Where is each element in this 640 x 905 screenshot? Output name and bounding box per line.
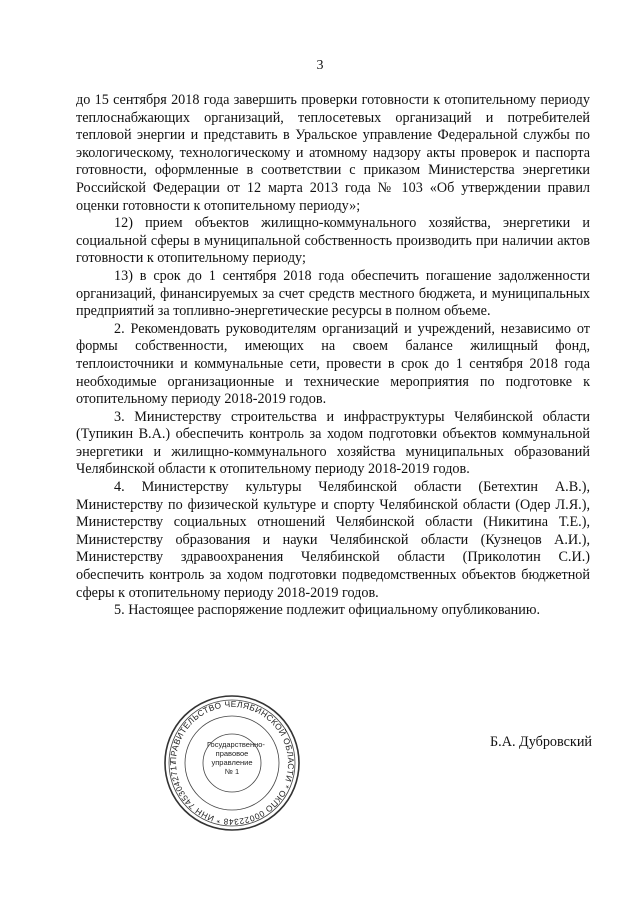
paragraph-item-13: 13) в срок до 1 сентября 2018 года обеспечить погашение задолженности организаций, финансируемых за счет средств местного бюджета, и муниципальных предприятий за топливно-энергетические ресурсы в полном объеме. xyxy=(76,267,590,320)
seal-ring-text: ПРАВИТЕЛЬСТВО ЧЕЛЯБИНСКОЙ ОБЛАСТИ * ОКПО 00022348 * ИНН 7453042717 xyxy=(167,698,297,828)
paragraph-point-4: 4. Министерству культуры Челябинской области (Бетехтин А.В.), Министерству по физической культуре и спорту Челябинской области (Одер Л.Я.), Министерству социальных отношений Челябинской области (Никитина Т.Е.), Министерству образования и науки Челябинской области (Кузнецов А.И.), Министерству здравоохранения Челябинской области (Приколотин С.И.) обеспечить контроль за ходом подготовки подведомственных объектов бюджетной сферы к отопительному периоду 2018-2019 годов. xyxy=(76,479,590,601)
signature-name: Б.А. Дубровский xyxy=(490,734,593,750)
paragraph-point-3: 3. Министерству строительства и инфраструктуры Челябинской области (Тупикин В.А.) обеспечить контроль за ходом подготовки объектов коммунальной энергетики и жилищно-коммунального хозяйства муниципальных образований Челябинской области к отопительному периоду 2018-2019 годов. xyxy=(76,408,590,478)
paragraph-point-2: 2. Рекомендовать руководителям организаций и учреждений, независимо от формы собственности, имеющих на своем балансе жилищный фонд, теплоисточники и коммунальные сети, провести в срок до 1 сентября 2018 года необходимые организационные и технические мероприятия по подготовке к отопительному периоду 2018-2019 годов. xyxy=(76,320,590,408)
paragraph-point-5: 5. Настоящее распоряжение подлежит официальному опубликованию. xyxy=(114,602,541,619)
paragraph-item-12: 12) прием объектов жилищно-коммунального хозяйства, энергетики и социальной сферы в муниципальной собственность производить при наличии актов готовности к отопительному периоду; xyxy=(76,215,590,267)
paragraph-item-11-continuation: до 15 сентября 2018 года завершить проверки готовности к отопительному периоду теплоснабжающих организаций, теплосетевых организаций и потребителей тепловой энергии и представить в Уральское управление Федеральной службы по экологическому, технологическому и атомному надзору акты проверок и паспорта готовности, оформленные в соответствии с приказом Министерства энергетики Российской Федерации от 12 марта 2013 года № 103 «Об утверждении правил оценки готовности к отопительному периоду»; xyxy=(76,92,590,214)
official-seal xyxy=(162,693,302,833)
page-number: 3 xyxy=(316,58,324,73)
document-body xyxy=(76,92,590,620)
seal-center-text: Государственно- правовое управление № 1 xyxy=(207,740,265,776)
